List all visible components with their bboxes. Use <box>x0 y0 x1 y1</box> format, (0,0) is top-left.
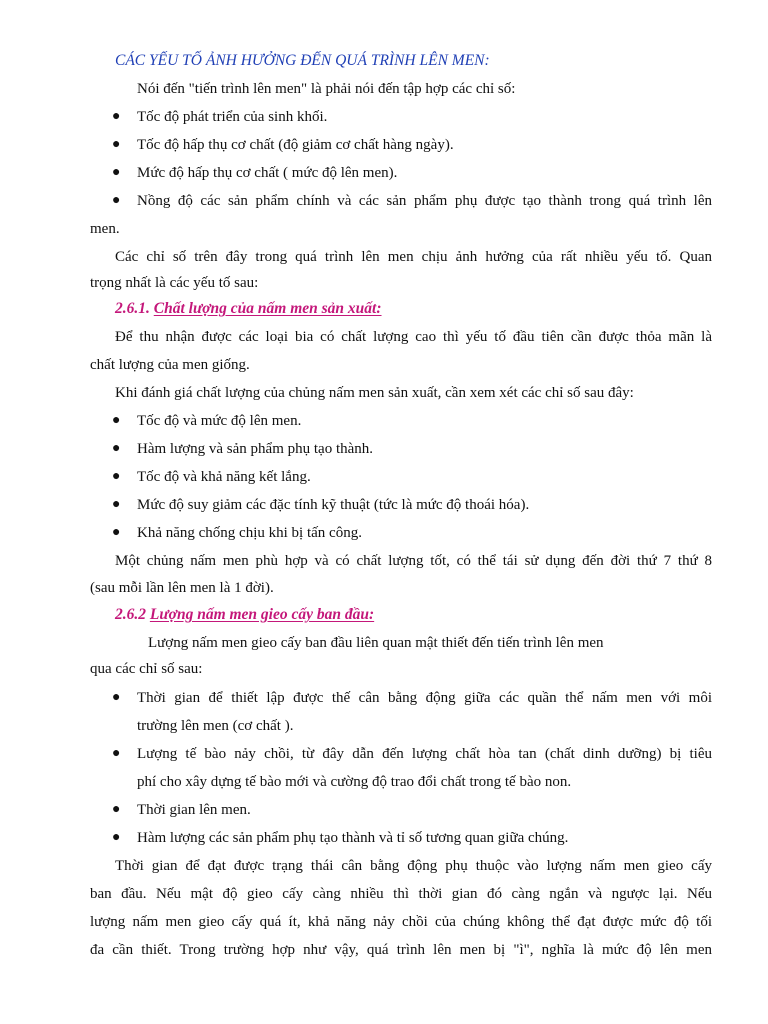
paragraph-line: Một chủng nấm men phù hợp và có chất lượng tốt, có thể tái sử dụng đến đời thứ 7 thứ 8 <box>115 553 712 569</box>
paragraph-line: trọng nhất là các yếu tố sau: <box>90 275 259 291</box>
intro-text: Nói đến "tiến trình lên men" là phải nói đến tập hợp các chỉ số: <box>137 81 516 97</box>
bullet-icon: ● <box>112 802 121 817</box>
list-item: ● Tốc độ và khả năng kết lắng. <box>112 469 311 485</box>
paragraph-line: lượng nấm men gieo cấy quá ít, khả năng nảy chồi của chúng không thể đạt được mức độ tối <box>90 914 712 930</box>
paragraph-line: Lượng nấm men gieo cấy ban đầu liên quan mật thiết đến tiến trình lên men <box>148 635 604 651</box>
bullet-icon: ● <box>112 746 121 761</box>
bullet-icon: ● <box>112 109 121 124</box>
bullet-icon: ● <box>112 441 121 456</box>
list-item: ● Lượng tế bào nảy chồi, từ đây dẫn đến lượng chất hòa tan (chất dinh dưỡng) bị tiêu <box>112 746 712 762</box>
section-heading-2-6-1: 2.6.1. Chất lượng của nấm men sản xuất: <box>115 300 382 317</box>
list-item: ● Tốc độ phát triển của sinh khối. <box>112 109 328 125</box>
bullet-icon: ● <box>112 690 121 705</box>
list-item: ● Thời gian lên men. <box>112 802 251 818</box>
list-item: ● Thời gian để thiết lập được thế cân bằng động giữa các quần thể nấm men với môi <box>112 690 712 706</box>
bullet-icon: ● <box>112 413 121 428</box>
paragraph-line: chất lượng của men giống. <box>90 357 250 373</box>
paragraph-line: ban đầu. Nếu mật độ gieo cấy càng nhiều thì thời gian đó càng ngắn và ngược lại. Nếu <box>90 886 712 902</box>
bullet-icon: ● <box>112 830 121 845</box>
paragraph-line: đa cần thiết. Trong trường hợp như vậy, quá trình lên men bị "ì", nghĩa là mức độ lên men <box>90 942 712 958</box>
list-item: ● Tốc độ và mức độ lên men. <box>112 413 302 429</box>
list-item: ● Khả năng chống chịu khi bị tấn công. <box>112 525 362 541</box>
list-item-continuation: trường lên men (cơ chất ). <box>137 718 294 734</box>
list-item: ● Mức độ hấp thụ cơ chất ( mức độ lên men). <box>112 165 398 181</box>
list-item-continuation: men. <box>90 221 120 237</box>
document-title: CÁC YẾU TỐ ẢNH HƯỞNG ĐẾN QUÁ TRÌNH LÊN MEN: <box>115 52 490 69</box>
paragraph-line: Các chỉ số trên đây trong quá trình lên men chịu ảnh hưởng của rất nhiều yếu tố. Quan <box>115 249 712 265</box>
list-item: ● Tốc độ hấp thụ cơ chất (độ giảm cơ chất hàng ngày). <box>112 137 454 153</box>
bullet-icon: ● <box>112 497 121 512</box>
bullet-icon: ● <box>112 469 121 484</box>
paragraph-line: Để thu nhận được các loại bia có chất lượng cao thì yếu tố đầu tiên cần được thỏa mãn là <box>115 329 712 345</box>
bullet-icon: ● <box>112 193 121 208</box>
paragraph-line: Khi đánh giá chất lượng của chủng nấm men sản xuất, cần xem xét các chỉ số sau đây: <box>115 385 634 401</box>
list-item-continuation: phí cho xây dựng tế bào mới và cường độ trao đổi chất trong tế bào non. <box>137 774 572 790</box>
bullet-icon: ● <box>112 137 121 152</box>
list-item: ● Nồng độ các sản phẩm chính và các sản phẩm phụ được tạo thành trong quá trình lên <box>112 193 712 209</box>
list-item: ● Hàm lượng và sản phẩm phụ tạo thành. <box>112 441 374 457</box>
list-item: ● Hàm lượng các sản phẩm phụ tạo thành và tỉ số tương quan giữa chúng. <box>112 830 569 846</box>
list-item: ● Mức độ suy giảm các đặc tính kỹ thuật (tức là mức độ thoái hóa). <box>112 497 530 513</box>
paragraph-line: Thời gian để đạt được trạng thái cân bằng động phụ thuộc vào lượng nấm men gieo cấy <box>115 858 712 874</box>
section-heading-2-6-2: 2.6.2 Lượng nấm men gieo cấy ban đầu: <box>115 606 375 623</box>
bullet-icon: ● <box>112 525 121 540</box>
paragraph-line: qua các chỉ số sau: <box>90 661 203 677</box>
paragraph-line: (sau mỗi lần lên men là 1 đời). <box>90 580 274 596</box>
bullet-icon: ● <box>112 165 121 180</box>
